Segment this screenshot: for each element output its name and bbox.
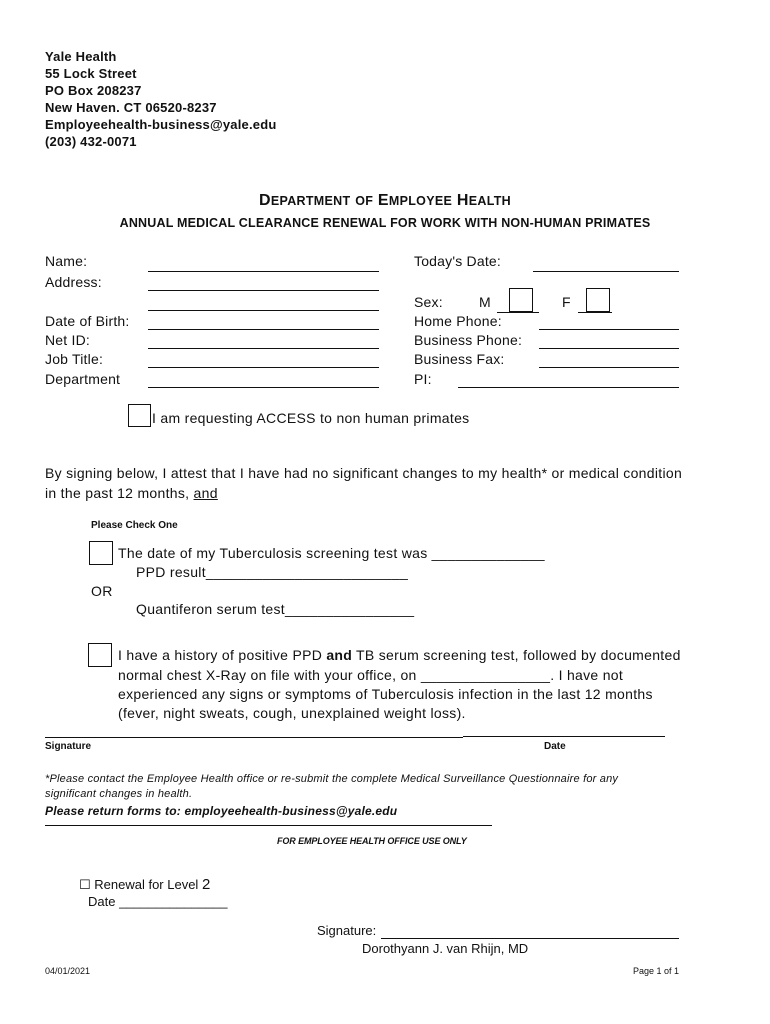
tb-option-1-text: The date of my Tuberculosis screening test was ______________ — [118, 545, 545, 561]
tb-option-2-checkbox[interactable] — [88, 643, 112, 667]
sex-m-checkbox[interactable] — [509, 288, 533, 312]
business-fax-field[interactable] — [539, 367, 679, 368]
home-phone-label: Home Phone: — [414, 313, 502, 329]
footer-page: Page 1 of 1 — [633, 966, 680, 976]
dob-field[interactable] — [148, 329, 379, 330]
return-instructions: Please return forms to: employeehealth-business@yale.edu — [45, 804, 398, 818]
renewal-date: Date _______________ — [88, 894, 228, 909]
tb-option-2-line-3: experienced any signs or symptoms of Tuberculosis infection in the last 12 months — [118, 686, 653, 702]
signer-signature-field[interactable] — [381, 938, 679, 939]
attest-and: and — [193, 485, 218, 501]
date-label: Date — [544, 741, 566, 752]
sex-f-checkbox[interactable] — [586, 288, 610, 312]
business-phone-label: Business Phone: — [414, 332, 523, 348]
signer-signature-label: Signature: — [317, 923, 377, 938]
office-use-heading: FOR EMPLOYEE HEALTH OFFICE USE ONLY — [277, 836, 467, 846]
attest-line-1: By signing below, I attest that I have had no significant changes to my health* or medical condition — [45, 465, 683, 481]
signature-field[interactable] — [45, 737, 463, 738]
address-field-2[interactable] — [148, 310, 379, 311]
tb-option-2-line-1: I have a history of positive PPD and TB serum screening test, followed by documented — [118, 647, 681, 663]
tb-option-2-line-4: (fever, night sweats, cough, unexplained weight loss). — [118, 705, 466, 721]
quantiferon-test: Quantiferon serum test________________ — [136, 601, 415, 617]
department-field[interactable] — [148, 387, 379, 388]
ppd-result: PPD result_________________________ — [136, 564, 409, 580]
address-phone: (203) 432-0071 — [45, 134, 137, 149]
sex-m-underline — [497, 312, 539, 313]
netid-label: Net ID: — [45, 332, 90, 348]
netid-field[interactable] — [148, 348, 379, 349]
name-field[interactable] — [148, 271, 379, 272]
or-label: OR — [91, 583, 113, 599]
please-check-one: Please Check One — [91, 520, 178, 531]
job-title-label: Job Title: — [45, 351, 104, 367]
sex-m-label: M — [479, 294, 491, 310]
business-fax-label: Business Fax: — [414, 351, 505, 367]
date-field[interactable] — [463, 736, 665, 737]
sex-f-label: F — [562, 294, 571, 310]
renewal-line: ☐ Renewal for Level 2 — [79, 876, 211, 893]
department-label: Department — [45, 371, 121, 387]
note-line-2: significant changes in health. — [45, 788, 193, 800]
signature-label: Signature — [45, 741, 92, 752]
pi-label: PI: — [414, 371, 432, 387]
tb-option-2-line-2: normal chest X-Ray on file with your office, on ________________. I have not — [118, 667, 624, 683]
pi-field[interactable] — [458, 387, 679, 388]
name-label: Name: — [45, 253, 88, 269]
page-title: DEPARTMENT OF EMPLOYEE HEALTH — [259, 192, 511, 209]
address-line-1: Yale Health — [45, 49, 117, 64]
address-line-2: 55 Lock Street — [45, 66, 137, 81]
address-line-4: New Haven. CT 06520-8237 — [45, 100, 217, 115]
tb-option-1-checkbox[interactable] — [89, 541, 113, 565]
access-checkbox[interactable] — [128, 404, 151, 427]
signer-name: Dorothyann J. van Rhijn, MD — [362, 941, 529, 956]
access-label: I am requesting ACCESS to non human primates — [152, 410, 470, 426]
note-line-1: *Please contact the Employee Health office or re-submit the complete Medical Surveillance Questionnaire for any — [45, 773, 619, 785]
sex-f-underline — [578, 312, 612, 313]
page-subtitle: ANNUAL MEDICAL CLEARANCE RENEWAL FOR WORK WITH NON-HUMAN PRIMATES — [119, 216, 651, 230]
address-line-3: PO Box 208237 — [45, 83, 142, 98]
address-email: Employeehealth-business@yale.edu — [45, 117, 277, 132]
attest-line-2: in the past 12 months, and — [45, 485, 218, 501]
job-title-field[interactable] — [148, 367, 379, 368]
home-phone-field[interactable] — [539, 329, 679, 330]
address-field-1[interactable] — [148, 290, 379, 291]
footer-date: 04/01/2021 — [45, 966, 91, 976]
renewal-checkbox-label[interactable]: ☐ Renewal for Level — [79, 877, 202, 892]
sex-label: Sex: — [414, 294, 443, 310]
address-label: Address: — [45, 274, 102, 290]
dob-label: Date of Birth: — [45, 313, 130, 329]
todays-date-field[interactable] — [533, 271, 679, 272]
office-divider — [45, 825, 492, 826]
business-phone-field[interactable] — [539, 348, 679, 349]
todays-date-label: Today's Date: — [414, 253, 501, 269]
